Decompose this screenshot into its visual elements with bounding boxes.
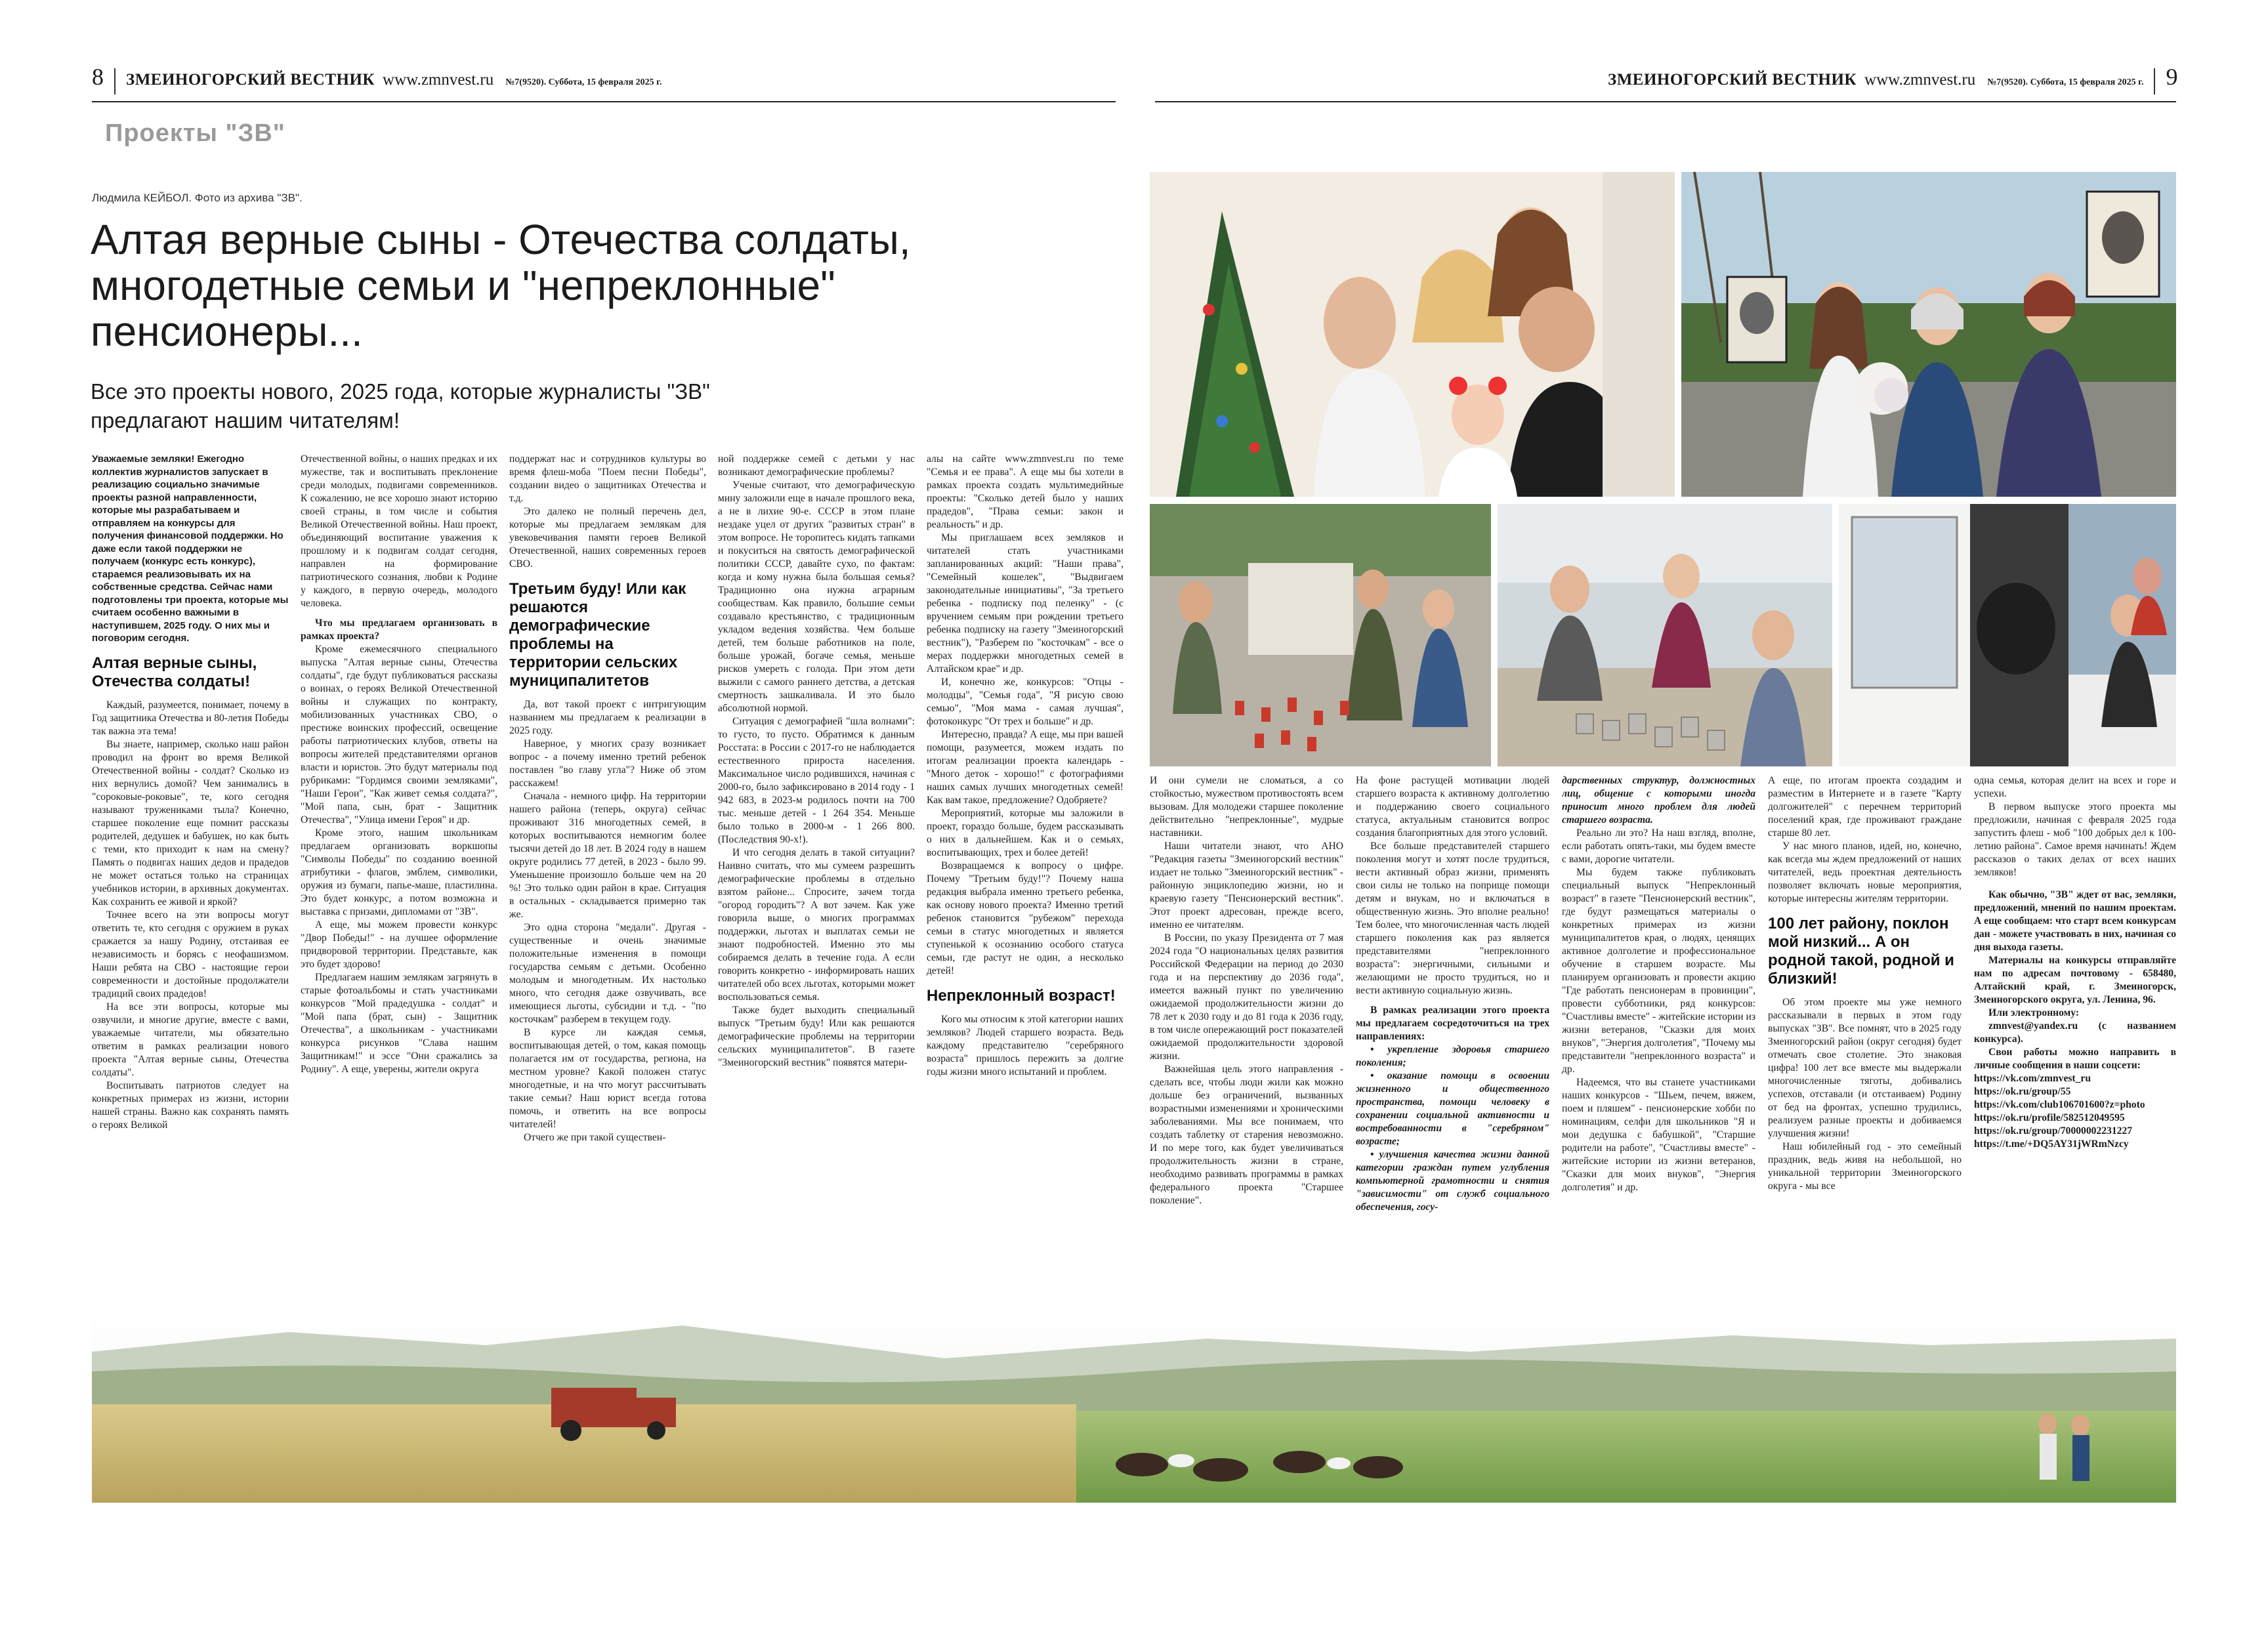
rural-landscape-image (92, 1312, 2176, 1503)
paragraph: поддержат нас и сотрудников культуры во время флеш-моба "Поем песни Победы", создании видео о защитниках Отечества и т.д. (509, 453, 706, 504)
section-title: Проекты "ЗВ" (105, 119, 285, 147)
header-rule-left (92, 101, 1116, 102)
question-heading: В рамках реализации этого проекта мы предлагаем сосредоточиться на трех направлениях: (1356, 1005, 1549, 1042)
issue-info-right: №7(9520). Суббота, 15 февраля 2025 г. (1987, 77, 2144, 87)
paragraph: Воспитывать патриотов следует на конкретных примерах из жизни, истории нашей страны. Важно как сохранять память о героях Великой (92, 1079, 289, 1131)
paragraph: Об этом проекте мы уже немного рассказывали в первых в этом году выпусках "ЗВ". Все помнят, что в 2025 году Змеиногорский район (округ сегодня) будет отмечать свое столетие. Это знаковая цифра! 100 лет все вместе мы выдержали многочисленные тяготы, добивались успехов, отставали (и отстаиваем) Родину от бед на фронтах, успешно трудились, реализуем разные проекты и добиваемся улучшения жизни! (1768, 997, 1962, 1139)
paragraph: Наши читатели знают, что АНО "Редакция газеты "Змеиногорский вестник" издает не только "Змеиногорский вестник" - районную энциклопедию жизни, но и краевую газету "Пенсионерский вестник". Этот проект адресован, прежде всего, именно ее читателям. (1150, 841, 1343, 930)
subheading-third-child: Третьим буду! Или как решаются демографические проблемы на территории сельских муниципалитетов (509, 580, 686, 690)
paragraph: дарственных структур, должностных лиц, общение с которыми иногда приносит много проблем для людей старшего возраста. (1562, 775, 1755, 825)
social-link-ok-profile[interactable]: https://ok.ru/profile/582512049595 (1974, 1112, 2125, 1123)
paragraph: На все эти вопросы, которые мы озвучили, и многие другие, вместе с вами, уважаемые читатели, мы обязательно ответим в рамках реализации нового проекта "Алтая верные сыны, Отечества солдаты". (92, 1001, 289, 1078)
bullet-item: • укрепление здоровья старшего поколения; (1356, 1044, 1549, 1068)
paragraph: Предлагаем нашим землякам загрянуть в старые фотоальбомы и стать участниками конкурсов "Мой прадедушка - солдат" и "Мой папа (брат, сын) - Защитник Отечества", а школьникам - участниками конкурса рисунков "Слава нашим Защитникам!" и эссе "Они сражались за Родину". А еще, уверены, жители округа (301, 972, 497, 1075)
candles-memorial-photo (1150, 504, 1491, 766)
paragraph: У нас много планов, идей, но, конечно, как всегда мы ждем предложений от наших читателей, ведь проектная деятельность позволяет включать новые мероприятия, которые интересны жителям территории. (1768, 841, 1962, 904)
article-column-4 (718, 453, 915, 1306)
article-column-1 (92, 453, 289, 1306)
article-column-3 (509, 453, 706, 1306)
lead-paragraph: Уважаемые земляки! Ежегодно коллектив журналистов запускает в реализацию социально значимые проекты разной направленности, которые мы разрабатываем и отправляем на конкурсы для получения финансовой поддержки. Но даже если такой поддержки не получаем (конкурс есть конкурс), стараемся реализовывать их на собственные средства. Сейчас нами подготовлены три проекта, которые мы считаем особенно важными в наступившем, 2025 году. О них мы и поговорим сегодня. (92, 453, 289, 644)
social-link-vk[interactable]: https://vk.com/zmnvest_ru (1974, 1073, 2091, 1084)
paragraph: Или электронному: (1988, 1007, 2080, 1018)
paragraph: алы на сайте www.zmnvest.ru по теме "Семья и ее права". А еще мы бы хотели в рамках проекта создать мультимедийные проекты: "Сколько детей было у наших прадедов", "Права семьи: закон и реальность" и др. (927, 453, 1124, 530)
paragraph: Это далеко не полный перечень дел, которые мы предлагаем землякам для увековечивания памяти героев Великой Отечественной, наших современных героев СВО. (509, 506, 706, 570)
paragraph: На фоне растущей мотивации людей старшего возраста к активному долголетию и поддержанию своего социального статуса, актуальным становится вопрос создания благоприятных для этого условий. (1356, 775, 1549, 839)
paragraph: Кого мы относим к этой категории наших земляков? Людей старшего возраста. Ведь каждому представителю "серебряного возраста" пришлось пережить за долгие годы жизни много испытаний и проблем. (927, 1014, 1124, 1077)
headline: Алтая верные сыны - Отечества солдаты, многодетные семьи и "непреклонные" пенсионеры... (91, 216, 911, 355)
subheadline: Все это проекты нового, 2025 года, которые журналисты "ЗВ" предлагают нашим читателям! (91, 379, 710, 432)
article-column-7 (1356, 774, 1549, 1306)
paragraph: Отчего же при такой существен- (524, 1132, 666, 1143)
page-number-left: 8 (92, 64, 104, 90)
paper-name-left: ЗМЕИНОГОРСКИЙ ВЕСТНИК (126, 71, 375, 89)
paragraph: Интересно, правда? А еще, мы при вашей помощи, разумеется, можем издать по итогам реализации проекта календарь - "Много деток - хорошо!" с фотографиями наших самых лучших многодетных семей! Как вам такое, предложение? Одобряете? (927, 729, 1124, 806)
question-heading: Что мы предлагаем организовать в рамках проекта? (301, 617, 497, 642)
header-right (1608, 63, 2177, 100)
paragraph: Все больше представителей старшего поколения могут и хотят после трудиться, вести активный образ жизни, применять свои силы не только на поприще помощи детям и внукам, но и включаться в общественную жизнь. Это вполне реально! Тем более, что многочисленная часть людей старшего поколения как раз является представителями "непреклонного возраста": энергичными, сильными и желающими не просто трудиться, но и вести активную социальную жизнь. (1356, 841, 1549, 996)
paragraph: Важнейшая цель этого направления - сделать все, чтобы люди жили как можно дольше без ограничений, вызванных возрастными изменениями и хроническими заболеваниями. Мы все понимаем, что создать таблетку от старения невозможно. И по мере того, как будет увеличиваться продолжительность жизни в стране, необходимо развивать программы в рамках федерального проекта "Старшее поколение". (1150, 1064, 1343, 1206)
paragraph: Надеемся, что вы станете участниками наших конкурсов - "Шьем, печем, вяжем, поем и пляшем" - пенсионерские хобби по номинациям, селфи для школьников "Я и мои дедушка с бабушкой", "Старшие родители на работе", "Счастливы вместе" - житейские истории из жизни ветеранов, "Сказки для моих внуков", "Энергия долголетия" и др. (1562, 1077, 1755, 1193)
article-column-5 (927, 453, 1124, 1306)
paper-name-right: ЗМЕИНОГОРСКИЙ ВЕСТНИК (1608, 71, 1857, 89)
header-left (92, 63, 662, 100)
paragraph: Точнее всего на эти вопросы могут ответить те, кто сегодня с оружием в руках сражается за нашу Родину, отстаивая ее независимость и борясь с неофашизмом. Наши ребята на СВО - настоящие герои современности и достойные продолжатели традиций своих прадедов! (92, 909, 289, 999)
article-column-9 (1768, 774, 1962, 1306)
paragraph: Также будет выходить специальный выпуск "Третьим буду! Или как решаются демографические проблемы на территории сельских муниципалитетов". В газете "Змеиногорский вестник" появятся матери- (718, 1005, 915, 1068)
header-rule-right (1155, 101, 2176, 102)
header-divider (2154, 68, 2155, 94)
paragraph: одна семья, которая делит на всех и горе и успехи. (1974, 775, 2176, 799)
paragraph: Возвращаемся к вопросу о цифре. Почему "Третьим буду!"? Почему наша редакция выбрала именно третьего ребенка, как основу нового проекта? Именно третий ребенок становится "рубежом" перехода семьи в статус многодетных и является ступенькой к осознанию особого статуса семьи, где растут не один, а несколько детей! (927, 860, 1124, 976)
subheading-unbending-age: Непреклонный возраст! (927, 987, 1116, 1005)
paragraph: А еще, мы можем провести конкурс "Двор Победы!" - на лучшее оформление придворовой территории. Представьте, как это будет здорово! (301, 919, 497, 970)
bullet-item: • улучшения качества жизни данной категории граждан путем углубления компьютерной грамотности и снятия "зависимости" от служб социального обеспечения, госу- (1356, 1149, 1549, 1213)
paragraph: И они сумели не сломаться, а со стойкостью, мужеством противостоять всем вызовам. Для молодежи старшее поколение действительно "непреклонные", мудрые наставники. (1150, 775, 1343, 839)
paragraph: Наверное, у многих сразу возникает вопрос - а почему именно третий ребенок поставлен "во главу угла"? Ниже об этом расскажем! (509, 738, 706, 789)
immortal-regiment-photo (1681, 172, 2176, 497)
paragraph: В России, по указу Президента от 7 мая 2024 года "О национальных целях развития Российской Федерации на период до 2030 года и на перспективу до 2036 года", имеется важный пункт по увеличению ожидаемой продолжительности жизни до 78 лет к 2030 году и до 81 года к 2036 году, в том числе опережающий рост показателей ожидаемой продолжительности здоровой жизни. (1150, 932, 1343, 1062)
postal-address: Материалы на конкурсы отправляйте нам по адресам почтовому - 658480, Алтайский край, г. Змеиногорск, Змеиногорского округа, ул. Ленина, 96. (1974, 955, 2176, 1005)
issue-info-left: №7(9520). Суббота, 15 февраля 2025 г. (505, 77, 662, 87)
paragraph: Свои работы можно направить в личные сообщения в наши соцсети: (1974, 1047, 2176, 1071)
paragraph: В первом выпуске этого проекта мы предложили, начиная с февраля 2025 года запустить флеш - моб "100 добрых дел к 100-летию района". Самое время начинать! Ждем рассказов о таких делах от всех наших земляков! (1974, 801, 2176, 878)
volunteers-candles-photo (1498, 504, 1832, 766)
humanitarian-aid-photo (1839, 504, 2176, 766)
paragraph: Да, вот такой проект с интригующим названием мы предлагаем к реализации в 2025 году. (509, 699, 706, 736)
article-column-8 (1562, 774, 1755, 1306)
paragraph: Мероприятий, которые мы заложили в проект, гораздо больше, будем рассказывать о них в дальнейшем. Как и о семьях, воспитывающих, трех и более детей! (927, 808, 1124, 858)
email-address[interactable]: zmnvest@yandex.ru (с названием конкурса). (1974, 1020, 2176, 1045)
social-link-telegram[interactable]: https://t.me/+DQ5AY31jWRmNzcy (1974, 1138, 2129, 1150)
paragraph: ной поддержке семей с детьми у нас возникают демографические проблемы? (718, 453, 915, 478)
paragraph: Наш юбилейный год - это семейный праздник, ведь живя на небольшой, но уникальной территории Змеиногорского округа - мы все (1768, 1141, 1962, 1192)
paragraph: А еще, по итогам проекта создадим и разместим в Интернете и в газете "Карту долгожителей" с перечнем территорий поселений края, где проживают граждане старше 80 лет. (1768, 775, 1962, 839)
social-link-ok-group-2[interactable]: https://ok.ru/group/70000002231227 (1974, 1125, 2133, 1137)
paragraph: Ситуация с демографией "шла волнами": то густо, то пусто. Обратимся к данным Росстата: в России с 2017-го не наблюдается естественного прироста населения. Максимальное число родившихся, начиная с 2000-го, было зафиксировано в 2014 году - 1 942 683, в 2023-м родилось почти на 700 тыс. меньше детей - 1 264 354. Меньше было только в 2000-м - 1 266 800. (Последствия 90-х!). (718, 716, 915, 845)
paragraph: И что сегодня делать в такой ситуации? Наивно считать, что мы сумеем разрешить демографические проблемы в отдельно взятом районе... Спросите, зачем тогда "огород городить"? А вот зачем. Как уже говорила выше, о многих программах поддержки, льготах и выплатах семьи не знают подробностей. Именно это мы собираемся делать в течение года. А если говорить конкретно - информировать наших читателей обо всех льготах, которыми может воспользоваться семья. (718, 847, 915, 1003)
article-column-6 (1150, 774, 1343, 1306)
social-link-ok-group[interactable]: https://ok.ru/group/55 (1974, 1086, 2071, 1097)
article-column-10 (1974, 774, 2176, 1306)
article-column-2 (301, 453, 497, 1306)
bullet-item: • оказание помощи в освоении жизненного и общественного пространства, помощи человеку в сохранении социальной активности и востребованности в "серебряном" возрасте; (1356, 1070, 1549, 1147)
social-link-vk-club[interactable]: https://vk.com/club106701600?z=photo (1974, 1099, 2145, 1110)
subheading-centenary: 100 лет району, поклон мой низкий... А он родной такой, родной и близкий! (1768, 915, 1954, 988)
paragraph: Ученые считают, что демографическую мину заложили еще в начале прошлого века, а не в лихие 90-е. СССР в этом плане нездаке уцел от других "развитых стран" в этом вопросе. Не торопитесь кидать тапками и покуситься на святость демографической политики СССР, давайте сухо, по фактам: когда и кому нужна была большая семья? Традиционно она нужна аграрным сообществам. Как правило, большие семьи создавало крестьянство, с традиционным укладом ведения хозяйства. Чем больше детей, тем больше работников на поле, больше урожай, богаче семья, меньше рисков умереть с голода. При этом дети выжили с самого раннего детства, а детская смертность зашкаливала. И это было абсолютной нормой. (718, 480, 915, 714)
call-to-action: Как обычно, "ЗВ" ждет от вас, земляки, предложений, мнений по нашим проектам. А еще сообщаем: что старт всем конкурсам дан - можете участвовать в них, начиная со дня выхода газеты. (1974, 889, 2176, 953)
paragraph: Отечественной войны, о наших предках и их мужестве, так и воспитывать преклонение среди молодых, подвигами современников. К сожалению, не все хорошо знают историю своей страны, в том числе и события Великой Отечественной войны. Наш проект, объединяющий воспитание уважения к прошлому и к подвигам солдат сегодня, направлен на формирование патриотического сознания, любви к Родине у каждого, в первую очередь, молодого человека. (301, 453, 497, 609)
family-selfie-photo (1150, 172, 1675, 497)
paragraph: Сначала - немного цифр. На территории нашего района (теперь, округа) сейчас проживают 316 многодетных семей, в которых воспитываются немногим более тысячи детей до 18 лет. В 2024 году в нашем округе родились 77 детей, в 2023 - было 99. Уменьшение произошло больше чем на 20 %! Это только один район в крае. Ситуация в остальных - складывается примерно так же. (509, 791, 706, 920)
site-url-left[interactable]: www.zmnvest.ru (383, 71, 494, 89)
paragraph: И, конечно же, конкурсов: "Отцы - молодцы", "Семья года", "Я рисую свою семью", "Моя мама - самая лучшая", фотоконкурс "От трех и больше" и др. (927, 677, 1124, 727)
paragraph: Реально ли это? На наш взгляд, вполне, если работать опять-таки, мы будем вместе с вами, дорогие читатели. (1562, 827, 1755, 865)
paragraph: Кроме ежемесячного специального выпуска "Алтая верные сыны, Отечества солдаты", где будут публиковаться рассказы о воинах, о героях Великой Отечественной войны и служащих по контракту, мобилизованных участниках СВО, о престиже воинских профессий, освещение работы патриотических клубов, ответы на вопросы жителей представителями органов власти и юристов. Это будут материалы под рубриками: "Гордимся своими земляками", "Наши Герои", "Как живет семья солдата?", "Мой папа, сын, брат - Защитник Отечества", "Улица имени Героя" и др. (301, 644, 497, 825)
paragraph: Вы знаете, например, сколько наш район проводил на фронт во время Великой Отечественной войны - солдат? Сколько из них вернулись домой? Чем занимались в "сороковые-роковые", те, кого сегодня называют тружениками тыла? Конечно, старшее поколение еще помнит рассказы родителей, дедушек и бабушек, но как быть с теми, кто приходит к нам на смену? Память о подвигах наших дедов и прадедов не может остаться только на страницах учебников истории, в архивных документах. Как сохранить ее живой и яркой? (92, 738, 289, 908)
paragraph: Кроме этого, нашим школьникам предлагаем организовать воркшопы "Символы Победы" по созданию военной атрибутики - флагов, эмблем, символики, оружия из бумаги, папье-маше, пластилина. Это будет конкурс, а потом возможна и выставка с призами, дипломами от "ЗВ". (301, 827, 497, 917)
page-number-right: 9 (2166, 64, 2178, 90)
site-url-right[interactable]: www.zmnvest.ru (1864, 71, 1976, 89)
subheading-soldiers: Алтая верные сыны, Отечества солдаты! (92, 654, 257, 690)
paragraph: Это одна сторона "медали". Другая - существенные и очень значимые положительные изменения в помощи государства семьям с детьми. Особенно молодым и многодетным. Их настолько много, что сегодня даже озвучивать, все имеющиеся льготы, субсидии и т.д. - "по косточкам" разберем в текущем году. (509, 922, 706, 1025)
author-credit: Людмила КЕЙБОЛ. Фото из архива "ЗВ". (92, 192, 303, 204)
paragraph: Мы будем также публиковать специальный выпуск "Непреклонный возраст" в газете "Пенсионерский вестник", где будут размещаться материалы о конкретных примерах из жизни муниципалитетов края, о людях, ценящих активное долголетие и профессиональное обучение в старшем возрасте. Мы планируем организовать и провести акцию "Где работать пенсионерам в провинции", провести субботники, ряд конкурсов: "Счастливы вместе" - житейские истории из жизни ветеранов, "Сказки для моих внуков", "Энергия долголетия", "Почему мы представители "непреклонного возраста" и др. (1562, 867, 1755, 1075)
paragraph: Каждый, разумеется, понимает, почему в Год защитника Отечества и 80-летия Победы так важна эта тема! (92, 699, 289, 737)
paragraph: Мы приглашаем всех земляков и читателей стать участниками запланированных акций: "Наши права", "Семейный кошелек", "Выдвигаем законодательные инициативы", "За третьего ребенка - подписку под пеленку" - (с вручением семьям при рождении третьего ребенка подписку на газету "Змеиногорский вестник"), "Разберем по "косточкам" - все о мерах поддержки многодетных семей в Алтайском крае" и др. (927, 532, 1124, 675)
header-divider (114, 68, 116, 94)
paragraph: В курсе ли каждая семья, воспитывающая детей, о том, какая помощь полагается им от государства, региона, на местном уровне? Какой положен статус многодетные, и на что могут рассчитывать такие семьи? Наш юрист всегда готова помочь, и ответить на все вопросы читателей! (509, 1027, 706, 1130)
